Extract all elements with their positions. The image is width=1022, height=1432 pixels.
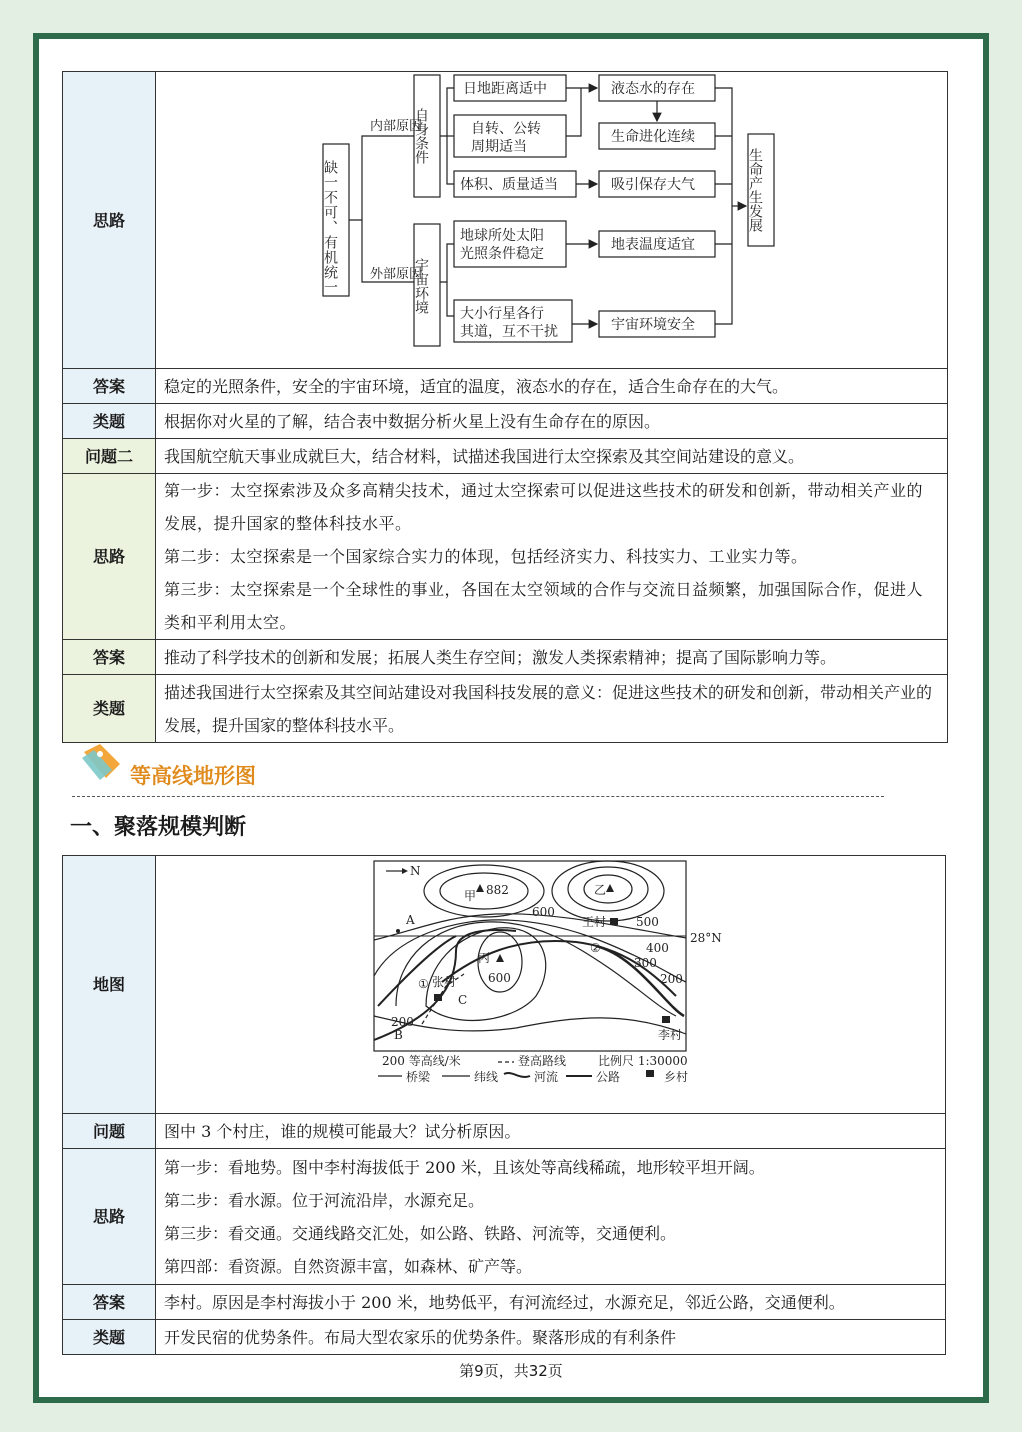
contour-300: 300 — [634, 956, 657, 970]
contour-200a: 200 — [660, 972, 683, 986]
question-text: 我国航空航天事业成就巨大，结合材料，试描述我国进行太空探索及其空间站建设的意义。 — [156, 439, 948, 474]
row-label: 问题 — [63, 1114, 156, 1149]
condition-rotation-2: 周期适当 — [471, 139, 527, 155]
route-1: ① — [418, 977, 429, 991]
legend-climb: 登高路线 — [518, 1054, 567, 1068]
table-row — [63, 1114, 946, 1149]
table-row — [63, 369, 948, 404]
map-cell — [156, 856, 946, 1114]
table-row — [63, 1320, 946, 1355]
reasoning-step: 第四部：看资源。自然资源丰富，如森林、矿产等。 — [164, 1256, 533, 1276]
section-title: 等高线地形图 — [130, 764, 256, 788]
legend-contour: 200 等高线/米 — [382, 1054, 461, 1068]
reasoning-text — [156, 474, 948, 640]
row-label: 地图 — [63, 856, 156, 1114]
row-label: 答案 — [63, 369, 156, 404]
contour-map — [156, 856, 962, 1102]
divider — [72, 796, 884, 797]
condition-planets-1: 大小行星各行 — [460, 306, 544, 322]
table-row — [63, 1285, 946, 1320]
condition-mass: 体积、质量适当 — [460, 177, 558, 193]
table-row — [63, 1149, 946, 1285]
point-c: C — [458, 993, 468, 1007]
row-label: 类题 — [63, 675, 156, 743]
heading: 一、聚落规模判断 — [70, 815, 247, 840]
latitude-label: 28°N — [690, 931, 722, 945]
table-row — [63, 474, 948, 640]
table-row — [63, 404, 948, 439]
table-row — [63, 439, 948, 474]
inner-reason-label: 内部原因 — [370, 119, 423, 134]
village-li: 李村 — [658, 1028, 683, 1042]
contour-400: 400 — [646, 941, 669, 955]
contour-600b: 600 — [488, 971, 511, 985]
tag-icon — [80, 742, 124, 782]
result-safety: 宇宙环境安全 — [611, 317, 695, 333]
row-label: 答案 — [63, 1285, 156, 1320]
related-question-text: 根据你对火星的了解，结合表中数据分析火星上没有生命存在的原因。 — [156, 404, 948, 439]
route-2: ② — [590, 941, 601, 955]
peak-jia: 甲 — [464, 889, 477, 903]
row-label: 类题 — [63, 404, 156, 439]
table-row — [63, 675, 948, 743]
reasoning-step: 第三步：太空探索是一个全球性的事业，各国在太空领域的合作与交流日益频繁，加强国际合作，促进人类和平利用太空。 — [164, 580, 924, 632]
result-evolution: 生命进化连续 — [611, 129, 695, 145]
reasoning-table-2 — [62, 855, 946, 1355]
answer-text: 李村。原因是李村海拔小于 200 米，地势低平，有河流经过，水源充足，邻近公路，交通便利。 — [156, 1285, 946, 1320]
point-a: A — [406, 913, 415, 927]
flowchart-cell — [156, 72, 948, 369]
peak-bing: 丙 — [478, 951, 491, 965]
reasoning-text — [156, 1149, 946, 1285]
north-label: N — [410, 864, 421, 878]
cosmic-env-text: 宇宙环境 — [413, 258, 429, 314]
table-row — [63, 72, 948, 369]
reasoning-step: 第一步：太空探索涉及众多高精尖技术，通过太空探索可以促进这些技术的研发和创新，带动相关产业的发展，提升国家的整体科技水平。 — [164, 481, 924, 533]
self-conditions-text: 自身条件 — [413, 108, 429, 164]
legend-road: 公路 — [596, 1070, 621, 1084]
row-label: 答案 — [63, 640, 156, 675]
reasoning-table-1 — [62, 71, 948, 743]
root-text: 缺一不可、有机统一 — [322, 160, 338, 295]
question-text: 图中 3 个村庄，谁的规模可能最大？试分析原因。 — [156, 1114, 946, 1149]
life-conditions-flowchart — [156, 72, 964, 357]
village-zhang: 张村 — [432, 975, 457, 989]
reasoning-step: 第二步：太空探索是一个国家综合实力的体现，包括经济实力、科技实力、工业实力等。 — [164, 547, 808, 566]
row-label: 思路 — [63, 474, 156, 640]
final-text: 生命产生发展 — [747, 148, 763, 232]
result-atmosphere: 吸引保存大气 — [611, 177, 695, 193]
row-label: 思路 — [63, 72, 156, 369]
result-temperature: 地表温度适宜 — [611, 237, 695, 253]
peak-yi: 乙 — [594, 883, 607, 897]
result-water: 液态水的存在 — [611, 81, 695, 97]
reasoning-step: 第二步：看水源。位于河流沿岸，水源充足。 — [164, 1190, 485, 1210]
related-question-text: 开发民宿的优势条件。布局大型农家乐的优势条件。聚落形成的有利条件 — [156, 1320, 946, 1355]
condition-distance: 日地距离适中 — [463, 81, 547, 97]
legend-bridge: 桥梁 — [406, 1070, 431, 1084]
point-b: B — [394, 1028, 403, 1042]
condition-planets-2: 其道，互不干扰 — [460, 324, 558, 340]
outer-reason-label: 外部原因 — [370, 267, 423, 282]
contour-500: 500 — [636, 915, 659, 929]
condition-sunlight-2: 光照条件稳定 — [460, 246, 544, 262]
row-label: 问题二 — [63, 439, 156, 474]
row-label: 思路 — [63, 1149, 156, 1285]
legend-village: 乡村 — [664, 1070, 689, 1084]
legend-lat: 纬线 — [474, 1070, 499, 1084]
condition-sunlight-1: 地球所处太阳 — [460, 228, 544, 244]
contour-200b: 200 — [391, 1015, 414, 1029]
table-row — [63, 856, 946, 1114]
legend-river: 河流 — [534, 1070, 559, 1084]
answer-text: 稳定的光照条件，安全的宇宙环境，适宜的温度，液态水的存在，适合生命存在的大气。 — [156, 369, 948, 404]
village-wang: 王村 — [582, 915, 607, 929]
answer-text: 推动了科学技术的创新和发展；拓展人类生存空间；激发人类探索精神；提高了国际影响力等。 — [156, 640, 948, 675]
contour-600a: 600 — [532, 905, 555, 919]
page-footer: 第9页，共32页 — [459, 1362, 563, 1380]
legend-scale: 比例尺 1:30000 — [598, 1054, 688, 1068]
reasoning-step: 第三步：看交通。交通线路交汇处，如公路、铁路、河流等，交通便利。 — [164, 1223, 677, 1243]
peak-jia-elev: 882 — [486, 883, 509, 897]
related-question-text: 描述我国进行太空探索及其空间站建设对我国科技发展的意义：促进这些技术的研发和创新，带动相关产业的发展，提升国家的整体科技水平。 — [156, 675, 948, 743]
table-row — [63, 640, 948, 675]
row-label: 类题 — [63, 1320, 156, 1355]
condition-rotation-1: 自转、公转 — [471, 121, 541, 137]
reasoning-step: 第一步：看地势。图中李村海拔低于 200 米，且该处等高线稀疏，地形较平坦开阔。 — [164, 1157, 765, 1177]
